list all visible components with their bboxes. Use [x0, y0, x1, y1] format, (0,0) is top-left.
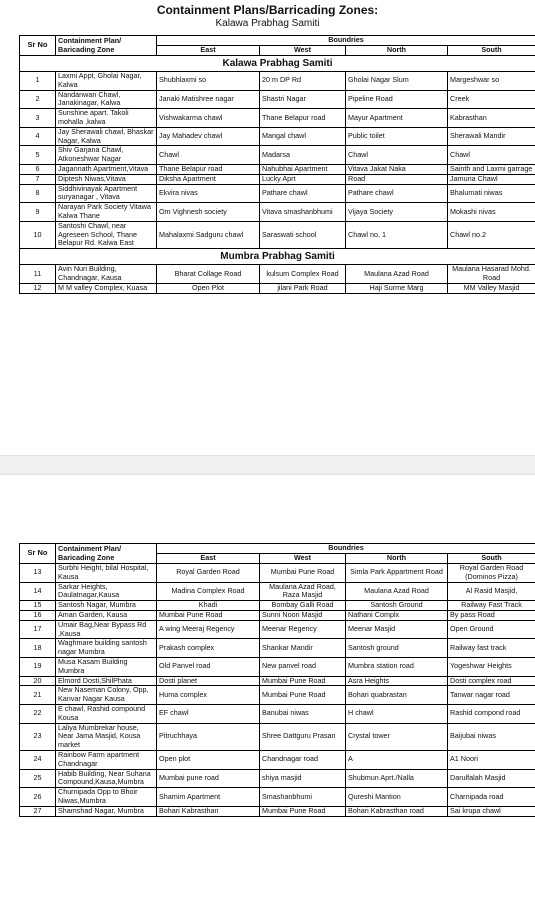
- table-row: [20, 582, 535, 601]
- zone-cell: Shiv Garjana Chawl, Atkoneshwar Nagar: [56, 146, 157, 165]
- zone-cell: Nandanwan Chawl, Janakinagar, Kalwa: [56, 90, 157, 109]
- west-boundary-cell: Smashanbhumi: [260, 788, 346, 807]
- west-boundary-cell: Vitava smashanbhumi: [260, 203, 346, 222]
- west-boundary-cell: Mangal chawl: [260, 127, 346, 146]
- east-boundary-cell: Chawl: [157, 146, 260, 165]
- containment-table-page-2: [19, 543, 535, 817]
- north-boundary-cell: Vitava Jakat Naka: [346, 164, 448, 174]
- north-boundary-cell: Santosh Ground: [346, 601, 448, 611]
- west-boundary-cell: Nahubhai Apartment: [260, 164, 346, 174]
- west-boundary-cell: New panvel road: [260, 657, 346, 676]
- south-boundary-cell: Chawl no.2: [448, 221, 535, 248]
- north-boundary-cell: Shubmun Aprt./Nalla: [346, 769, 448, 788]
- east-boundary-cell: Khadi: [157, 601, 260, 611]
- sr-no-cell: 6: [20, 164, 56, 174]
- table-row: [20, 146, 535, 165]
- sr-no-cell: 10: [20, 221, 56, 248]
- zone-cell: Narayan Park Society Vitawa Kalwa Thane: [56, 203, 157, 222]
- south-boundary-cell: Al Rasid Masjid,: [448, 582, 535, 601]
- east-boundary-cell: Bohari Kabrasthan: [157, 806, 260, 816]
- west-boundary-cell: Mumbai Pune Road: [260, 564, 346, 583]
- north-boundary-cell: H chawl: [346, 704, 448, 723]
- sr-no-cell: 3: [20, 109, 56, 128]
- south-boundary-cell: Charnipada road: [448, 788, 535, 807]
- table-row: [20, 639, 535, 658]
- sr-no-cell: 23: [20, 723, 56, 750]
- table-row: [20, 90, 535, 109]
- west-boundary-cell: Lucky Aprt: [260, 174, 346, 184]
- header-zone: Containment Plan/ Baricading Zone: [56, 544, 157, 564]
- zone-cell: Aman Garden, Kausa: [56, 610, 157, 620]
- west-boundary-cell: Shankar Mandir: [260, 639, 346, 658]
- table-row: [20, 164, 535, 174]
- table-row: [20, 676, 535, 686]
- sr-no-cell: 13: [20, 564, 56, 583]
- header-west: West: [260, 554, 346, 564]
- east-boundary-cell: Madina Complex Road: [157, 582, 260, 601]
- west-boundary-cell: Sunni Noori Masjid: [260, 610, 346, 620]
- south-boundary-cell: By pass Road: [448, 610, 535, 620]
- table-row: [20, 564, 535, 583]
- table-row: [20, 686, 535, 705]
- north-boundary-cell: Chawl: [346, 146, 448, 165]
- header-boundaries: Boundries: [157, 36, 535, 46]
- table-row: [20, 610, 535, 620]
- zone-cell: E chawl, Rashid compound Kousa: [56, 704, 157, 723]
- west-boundary-cell: shiya masjid: [260, 769, 346, 788]
- east-boundary-cell: Diksha Apartment: [157, 174, 260, 184]
- header-south: South: [448, 46, 535, 56]
- page-title: Containment Plans/Barricading Zones:: [156, 3, 379, 17]
- sr-no-cell: 21: [20, 686, 56, 705]
- south-boundary-cell: Open Ground: [448, 620, 535, 639]
- sr-no-cell: 11: [20, 265, 56, 284]
- table-row: [20, 184, 535, 203]
- west-boundary-cell: Chandnagar road: [260, 750, 346, 769]
- table-row: [20, 174, 535, 184]
- sr-no-cell: 12: [20, 283, 56, 293]
- zone-cell: Rainbow Farm apartment Chandnagar: [56, 750, 157, 769]
- north-boundary-cell: Pathare chawl: [346, 184, 448, 203]
- south-boundary-cell: Royal Garden Road (Dominos Pizza): [448, 564, 535, 583]
- header-north: North: [346, 554, 448, 564]
- header-east: East: [157, 554, 260, 564]
- west-boundary-cell: Saraswati school: [260, 221, 346, 248]
- table-row: [20, 283, 535, 293]
- east-boundary-cell: Royal Garden Road: [157, 564, 260, 583]
- north-boundary-cell: Vijaya Society: [346, 203, 448, 222]
- west-boundary-cell: Maulana Azad Road, Raza Masjid: [260, 582, 346, 601]
- west-boundary-cell: Thane Belapur road: [260, 109, 346, 128]
- east-boundary-cell: Shamim Apartment: [157, 788, 260, 807]
- north-boundary-cell: Maulana Azad Road: [346, 265, 448, 284]
- east-boundary-cell: EF chawl: [157, 704, 260, 723]
- table-row: [20, 203, 535, 222]
- north-boundary-cell: Maulana Azad Road: [346, 582, 448, 601]
- east-boundary-cell: Jay Mahadev chawl: [157, 127, 260, 146]
- zone-cell: Umair Bag,Near Bypass Rd ,Kausa: [56, 620, 157, 639]
- sr-no-cell: 20: [20, 676, 56, 686]
- south-boundary-cell: Kabrasthan: [448, 109, 535, 128]
- east-boundary-cell: Prakash complex: [157, 639, 260, 658]
- zone-cell: Diptesh Niwas,Vitava: [56, 174, 157, 184]
- table-row: [20, 265, 535, 284]
- east-boundary-cell: Dosti planet: [157, 676, 260, 686]
- east-boundary-cell: Thane Belapur road: [157, 164, 260, 174]
- zone-cell: Churnipada Opp to Bhoir Niwas,Mumbra: [56, 788, 157, 807]
- sr-no-cell: 26: [20, 788, 56, 807]
- page-break: [0, 455, 535, 475]
- zone-cell: Shamshad Nagar, Mumbra: [56, 806, 157, 816]
- zone-cell: Habib Building, Near Suhana Compound,Kausa,Mumbra: [56, 769, 157, 788]
- north-boundary-cell: Meenar Masjid: [346, 620, 448, 639]
- sr-no-cell: 22: [20, 704, 56, 723]
- table-row: [20, 704, 535, 723]
- sr-no-cell: 5: [20, 146, 56, 165]
- header-sr-no: Sr No: [20, 544, 56, 564]
- sr-no-cell: 7: [20, 174, 56, 184]
- east-boundary-cell: Open Plot: [157, 283, 260, 293]
- zone-cell: Santosh Nagar, Mumbra: [56, 601, 157, 611]
- section-heading-mumbra: Mumbra Prabhag Samiti: [20, 249, 535, 265]
- south-boundary-cell: Tanwar nagar road: [448, 686, 535, 705]
- east-boundary-cell: Ekvira nivas: [157, 184, 260, 203]
- south-boundary-cell: Sainth and Laxmi garrage: [448, 164, 535, 174]
- sr-no-cell: 17: [20, 620, 56, 639]
- east-boundary-cell: Pitruchhaya: [157, 723, 260, 750]
- sr-no-cell: 18: [20, 639, 56, 658]
- east-boundary-cell: Shubhlaxmi so: [157, 72, 260, 91]
- north-boundary-cell: Gholai Nagar Slum: [346, 72, 448, 91]
- south-boundary-cell: MM Valley Masjid: [448, 283, 535, 293]
- east-boundary-cell: Mahalaxmi Sadguru chawl: [157, 221, 260, 248]
- table-row: [20, 109, 535, 128]
- south-boundary-cell: Rashid compond road: [448, 704, 535, 723]
- west-boundary-cell: Banubai niwas: [260, 704, 346, 723]
- north-boundary-cell: Public toilet: [346, 127, 448, 146]
- west-boundary-cell: 20 m DP Rd: [260, 72, 346, 91]
- table-row: [20, 750, 535, 769]
- south-boundary-cell: A1 Noori: [448, 750, 535, 769]
- sr-no-cell: 4: [20, 127, 56, 146]
- west-boundary-cell: Madarsa: [260, 146, 346, 165]
- west-boundary-cell: Mumbai Pune Road: [260, 806, 346, 816]
- east-boundary-cell: Om Vighnesh society: [157, 203, 260, 222]
- east-boundary-cell: Open plot: [157, 750, 260, 769]
- north-boundary-cell: Road: [346, 174, 448, 184]
- west-boundary-cell: jilani Park Road: [260, 283, 346, 293]
- sr-no-cell: 14: [20, 582, 56, 601]
- header-sr-no: Sr No: [20, 36, 56, 56]
- west-boundary-cell: Bombay Galli Road: [260, 601, 346, 611]
- kalwa-rows: [20, 72, 535, 249]
- south-boundary-cell: Darulfalah Masjid: [448, 769, 535, 788]
- zone-cell: Laliya Mumbrekar house, Near Jama Masjid, Kousa market: [56, 723, 157, 750]
- header-east: East: [157, 46, 260, 56]
- zone-cell: Sunshine apart. Takoli mohalla ,kalwa: [56, 109, 157, 128]
- header-zone: Containment Plan/ Baricading Zone: [56, 36, 157, 56]
- section-heading-kalwa: Kalawa Prabhag Samiti: [20, 56, 535, 72]
- zone-cell: Sarkar Heights, Daulatnagar,Kausa: [56, 582, 157, 601]
- north-boundary-cell: Qureshi Mantion: [346, 788, 448, 807]
- page-subtitle: Kalawa Prabhag Samiti: [215, 18, 320, 29]
- zone-cell: Siddhivinayak Apartment suryanagar , Vitava: [56, 184, 157, 203]
- south-boundary-cell: Maulana Hasarad Mohd. Road: [448, 265, 535, 284]
- header-west: West: [260, 46, 346, 56]
- zone-cell: Musa Kasam Building Mumbra: [56, 657, 157, 676]
- west-boundary-cell: kulsum Complex Road: [260, 265, 346, 284]
- zone-cell: Santoshi Chawl, near Agreseen School, Thane Belapur Rd. Kalwa East: [56, 221, 157, 248]
- east-boundary-cell: Vishwakarma chawl: [157, 109, 260, 128]
- table-row: [20, 769, 535, 788]
- east-boundary-cell: Bharat Collage Road: [157, 265, 260, 284]
- zone-cell: Jagannath Apartment,Vitava: [56, 164, 157, 174]
- sr-no-cell: 24: [20, 750, 56, 769]
- table-row: [20, 127, 535, 146]
- header-south: South: [448, 554, 535, 564]
- table-row: [20, 788, 535, 807]
- south-boundary-cell: Yogeshwar Heights: [448, 657, 535, 676]
- zone-cell: New Naseman Colony, Opp, Kanvar Nagar Kausa: [56, 686, 157, 705]
- zone-cell: Elmord Dosti,ShilPhata: [56, 676, 157, 686]
- zone-cell: Avin Nuri Building, Chandnagar, Kausa: [56, 265, 157, 284]
- north-boundary-cell: Haji Surme Marg: [346, 283, 448, 293]
- table-row: [20, 221, 535, 248]
- zone-cell: Surbhi Height, bilal Hospital, Kausa: [56, 564, 157, 583]
- north-boundary-cell: Bohari quabrastan: [346, 686, 448, 705]
- north-boundary-cell: Bohari Kabrasthan road: [346, 806, 448, 816]
- sr-no-cell: 9: [20, 203, 56, 222]
- south-boundary-cell: Chawl: [448, 146, 535, 165]
- document-page-2: [0, 475, 535, 921]
- page-2-rows: [20, 564, 535, 817]
- north-boundary-cell: Crystal tower: [346, 723, 448, 750]
- south-boundary-cell: Creek: [448, 90, 535, 109]
- north-boundary-cell: Chawl no. 1: [346, 221, 448, 248]
- north-boundary-cell: Asra Heights: [346, 676, 448, 686]
- west-boundary-cell: Mumbai Pune Road: [260, 686, 346, 705]
- document-page-1: [0, 0, 535, 455]
- south-boundary-cell: Jamuna Chawl: [448, 174, 535, 184]
- zone-cell: Laxmi Appt, Gholai Nagar, Kalwa: [56, 72, 157, 91]
- west-boundary-cell: Shastri Nagar: [260, 90, 346, 109]
- sr-no-cell: 1: [20, 72, 56, 91]
- south-boundary-cell: Margeshwar so: [448, 72, 535, 91]
- north-boundary-cell: Mumbra station road: [346, 657, 448, 676]
- table-row: [20, 601, 535, 611]
- south-boundary-cell: Mokashi nivas: [448, 203, 535, 222]
- north-boundary-cell: Pipeline Road: [346, 90, 448, 109]
- zone-cell: M M valley Complex, Kuasa: [56, 283, 157, 293]
- sr-no-cell: 25: [20, 769, 56, 788]
- east-boundary-cell: Mumbai pune road: [157, 769, 260, 788]
- south-boundary-cell: Sherawali Mandir: [448, 127, 535, 146]
- table-row: [20, 657, 535, 676]
- south-boundary-cell: Bhalumati niwas: [448, 184, 535, 203]
- west-boundary-cell: Pathare chawl: [260, 184, 346, 203]
- sr-no-cell: 27: [20, 806, 56, 816]
- south-boundary-cell: Railway fast track: [448, 639, 535, 658]
- east-boundary-cell: Janaki Matishree nagar: [157, 90, 260, 109]
- table-row: [20, 620, 535, 639]
- south-boundary-cell: Railway Fast Track: [448, 601, 535, 611]
- header-boundaries: Boundries: [157, 544, 535, 554]
- zone-cell: Waghmare building santosh nagar Mumbra: [56, 639, 157, 658]
- table-row: [20, 806, 535, 816]
- sr-no-cell: 19: [20, 657, 56, 676]
- sr-no-cell: 2: [20, 90, 56, 109]
- sr-no-cell: 15: [20, 601, 56, 611]
- north-boundary-cell: Nathani Complx: [346, 610, 448, 620]
- north-boundary-cell: Simla Park Appartment Road: [346, 564, 448, 583]
- west-boundary-cell: Shree Dattguru Prasan: [260, 723, 346, 750]
- north-boundary-cell: Mayur Apartment: [346, 109, 448, 128]
- south-boundary-cell: Baijubai niwas: [448, 723, 535, 750]
- north-boundary-cell: A: [346, 750, 448, 769]
- north-boundary-cell: Santosh ground: [346, 639, 448, 658]
- east-boundary-cell: A wing Meeraj Regency: [157, 620, 260, 639]
- containment-table-page-1: [19, 35, 535, 294]
- east-boundary-cell: Huma complex: [157, 686, 260, 705]
- mumbra-rows: [20, 265, 535, 293]
- zone-cell: Jay Sherawali chawl, Bhaskar Nagar, Kalwa: [56, 127, 157, 146]
- south-boundary-cell: Dosti complex road: [448, 676, 535, 686]
- east-boundary-cell: Old Panvel road: [157, 657, 260, 676]
- table-row: [20, 72, 535, 91]
- table-row: [20, 723, 535, 750]
- header-north: North: [346, 46, 448, 56]
- west-boundary-cell: Mumbai Pune Road: [260, 676, 346, 686]
- west-boundary-cell: Meenar Regency: [260, 620, 346, 639]
- east-boundary-cell: Mumbai Pune Road: [157, 610, 260, 620]
- sr-no-cell: 8: [20, 184, 56, 203]
- sr-no-cell: 16: [20, 610, 56, 620]
- south-boundary-cell: Sai krupa chawl: [448, 806, 535, 816]
